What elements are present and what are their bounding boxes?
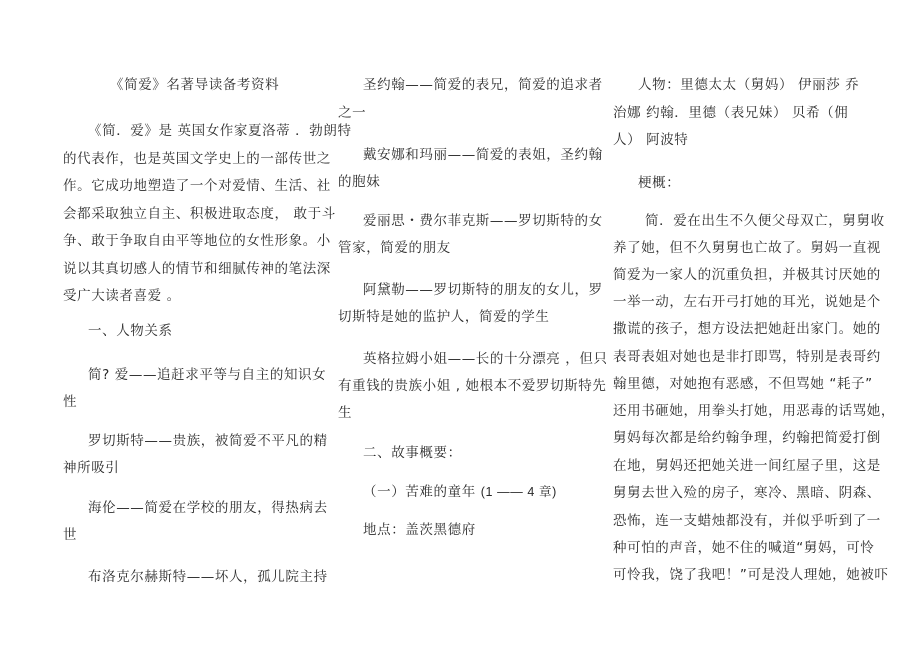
summary-line: 在地，舅妈还把她关进一间红屋子里，这是 — [613, 458, 881, 474]
character-entry: 阿黛勒——罗切斯特的朋友的女儿，罗 — [363, 282, 603, 298]
summary-line: 撒谎的孩子，想方设法把她赶出家门。她的 — [613, 321, 881, 337]
character-entry: 神所吸引 — [63, 460, 120, 476]
character-entry: 戴安娜和玛丽——简爱的表姐，圣约翰 — [363, 147, 603, 163]
character-entry: 切斯特是她的监护人，简爱的学生 — [338, 309, 550, 325]
people-line: 治娜 约翰．里德（表兄妹） 贝希（佣 — [613, 105, 849, 121]
section-heading: 一、人物关系 — [88, 323, 173, 339]
character-entry: 的胞妹 — [338, 174, 381, 190]
section-heading: 二、故事概要： — [363, 445, 462, 461]
character-entry: 英格拉姆小姐——长的十分漂亮 ，但只 — [363, 351, 608, 367]
intro-line: 作。它成功地塑造了一个对爱情、生活、社 — [63, 178, 331, 194]
character-entry: 性 — [63, 394, 78, 410]
summary-line: 舅舅去世入殓的房子，寒冷、黑暗、阴森、 — [613, 485, 881, 501]
character-entry: 生 — [338, 405, 353, 421]
character-entry: 简? 爱——追赶求平等与自主的知识女 — [88, 367, 327, 383]
summary-line: 恐怖，连一支蜡烛都没有，并似乎听到了一 — [613, 513, 881, 529]
character-entry: 海伦——简爱在学校的朋友，得热病去 — [88, 500, 328, 516]
chapter-range: (1 —— 4 章) — [480, 485, 557, 499]
people-line: 人物：里德太太（舅妈） 伊丽莎 乔 — [638, 77, 860, 93]
intro-line: 说以其真切感人的情节和细腻传神的笔法深 — [63, 261, 331, 277]
chapter-heading — [363, 483, 557, 501]
chapter-title: （一）苦难的童年 — [363, 484, 476, 500]
character-entry: 圣约翰——简爱的表兄，简爱的追求者 — [363, 77, 603, 93]
character-entry: 布洛克尔赫斯特——坏人，孤儿院主持 — [88, 569, 328, 585]
summary-line: 舅妈每次都是给约翰争理，约翰把简爱打倒 — [613, 430, 881, 446]
summary-line: 简爱为一家人的沉重负担，并极其讨厌她的 — [613, 267, 881, 283]
intro-line: 受广大读者喜爱 。 — [63, 288, 181, 304]
character-entry: 之一 — [338, 105, 367, 121]
summary-line: 养了她，但不久舅舅也亡故了。舅妈一直视 — [613, 240, 881, 256]
intro-line: 的代表作，也是英国文学史上的一部传世之 — [63, 151, 331, 167]
document-title: 《简爱》名著导读备考资料 — [110, 77, 280, 93]
character-entry: 爱丽思・费尔菲克斯——罗切斯特的女 — [363, 213, 603, 229]
summary-line: 还用书砸她，用拳头打她，用恶毒的话骂她， — [613, 403, 895, 419]
intro-line: 《简．爱》是 英国女作家夏洛蒂 ．勃朗特 — [88, 123, 352, 139]
intro-line: 会都采取独立自主、积极进取态度， 敢于斗 — [63, 206, 336, 222]
summary-line: 简．爱在出生不久便父母双亡，舅舅收 — [645, 213, 885, 229]
place-line: 地点：盖茨黑德府 — [363, 522, 476, 538]
summary-line: 一举一动，左右开弓打她的耳光，说她是个 — [613, 294, 881, 310]
summary-label: 梗概： — [638, 175, 681, 191]
summary-line: 翰里德，对她抱有恶感，不但骂她 “耗子” — [613, 376, 873, 392]
character-entry: 世 — [63, 527, 78, 543]
intro-line: 争、敢于争取自由平等地位的女性形象。小 — [63, 233, 331, 249]
summary-line: 种可怕的声音，她不住的喊道“舅妈，可怜 — [613, 540, 875, 556]
summary-line: 可怜我，饶了我吧！”可是没人理她，她被吓 — [613, 567, 889, 583]
character-entry: 管家，简爱的朋友 — [338, 240, 451, 256]
character-entry: 罗切斯特——贵族，被简爱不平凡的精 — [88, 433, 328, 449]
character-entry: 有重钱的贵族小姐 , 她根本不爱罗切斯特先 — [338, 378, 607, 394]
summary-line: 表哥表姐对她也是非打即骂，特别是表哥约 — [613, 349, 881, 365]
people-line: 人） 阿波特 — [613, 132, 689, 148]
